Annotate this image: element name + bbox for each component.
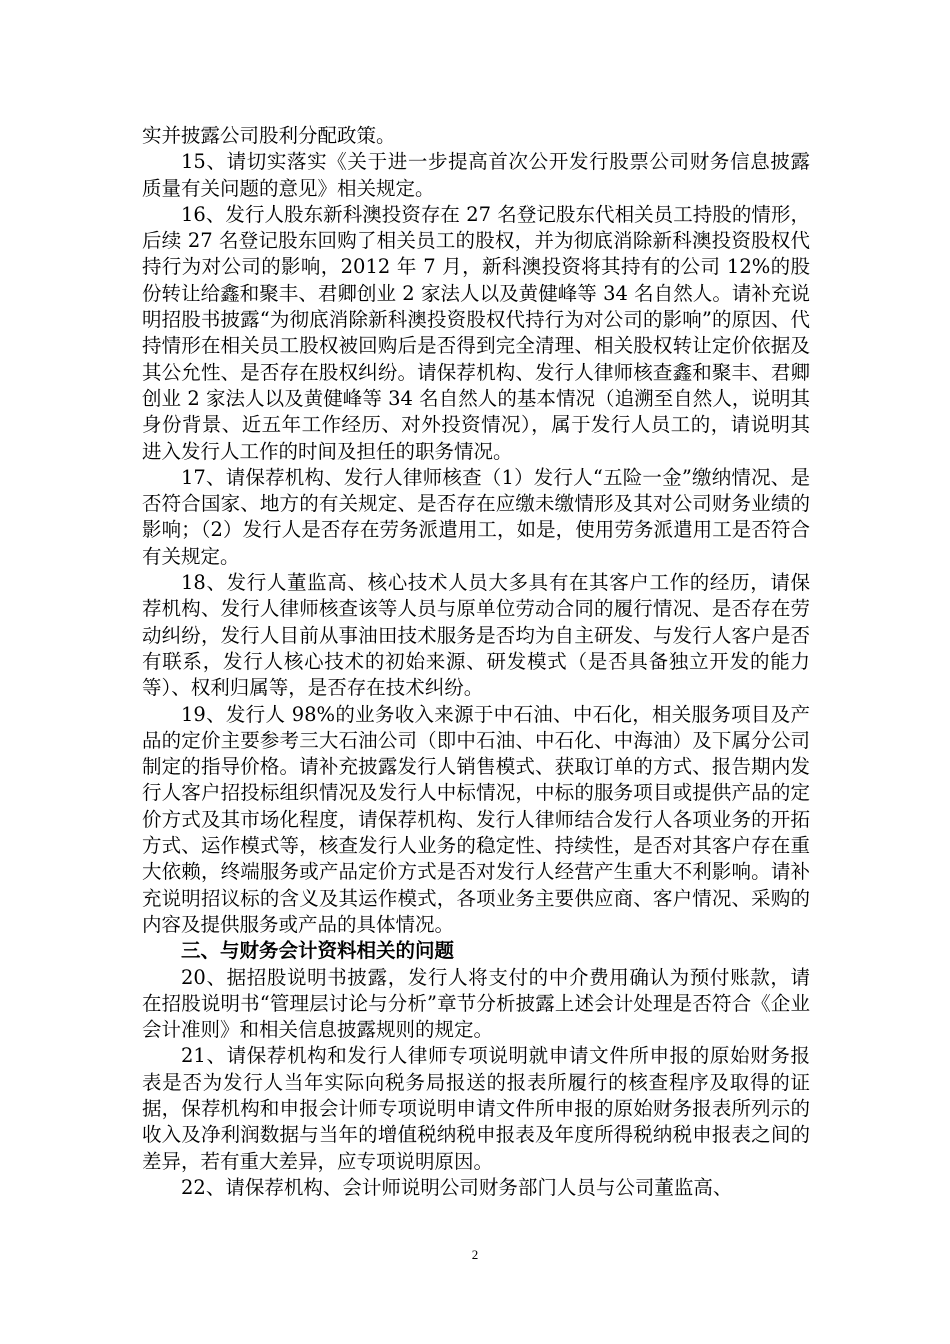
document-body xyxy=(142,123,810,1201)
section-heading-financial: 三、与财务会计资料相关的问题 xyxy=(181,939,455,963)
paragraph-item-21: 21、请保荐机构和发行人律师专项说明就申请文件所申报的原始财务报表是否为发行人当年实际向税务局报送的报表所履行的核查程序及取得的证据，保荐机构和申报会计师专项说明申请文件所申报的原始财务报表所列示的收入及净利润数据与当年的增值税纳税申报表及年度所得税纳税申报表之间的差异，若有重大差异，应专项说明原因。 xyxy=(142,1044,810,1173)
paragraph-item-16: 16、发行人股东新科澳投资存在 27 名登记股东代相关员工持股的情形，后续 27 名登记股东回购了相关员工的股权，并为彻底消除新科澳投资股权代持行为对公司的影响，2012 年 7 月，新科澳投资将其持有的公司 12%的股份转让给鑫和聚丰、君卿创业 2 家法人以及黄健峰等 34 名自然人。请补充说明招股书披露“为彻底消除新科澳投资股权代持行为对公司的影响”的原因、代持情形在相关员工股权被回购后是否得到完全清理、相关股权转让定价依据及其公允性、是否存在股权纠纷。请保荐机构、发行人律师核查鑫和聚丰、君卿创业 2 家法人以及黄健峰等 34 名自然人的基本情况（追溯至自然人，说明其身份背景、近五年工作经历、对外投资情况），属于发行人员工的，请说明其进入发行人工作的时间及担任的职务情况。 xyxy=(142,202,810,463)
paragraph-dividend-policy: 实并披露公司股利分配政策。 xyxy=(142,124,396,147)
paragraph-item-20: 20、据招股说明书披露，发行人将支付的中介费用确认为预付账款，请在招股说明书“管理层讨论与分析”章节分析披露上述会计处理是否符合《企业会计准则》和相关信息披露规则的规定。 xyxy=(142,965,810,1042)
paragraph-item-22: 22、请保荐机构、会计师说明公司财务部门人员与公司董监高、 xyxy=(181,1175,733,1199)
paragraph-item-18: 18、发行人董监高、核心技术人员大多具有在其客户工作的经历，请保荐机构、发行人律师核查该等人员与原单位劳动合同的履行情况、是否存在劳动纠纷，发行人目前从事油田技术服务是否均为自主研发、与发行人客户是否有联系，发行人核心技术的初始来源、研发模式（是否具备独立开发的能力等）、权利归属等，是否存在技术纠纷。 xyxy=(142,571,810,700)
paragraph-item-19: 19、发行人 98%的业务收入来源于中石油、中石化，相关服务项目及产品的定价主要参考三大石油公司（即中石油、中石化、中海油）及下属分公司制定的指导价格。请补充披露发行人销售模式、获取订单的方式、报告期内发行人客户招投标组织情况及发行人中标情况，中标的服务项目或提供产品的定价方式及其市场化程度，请保荐机构、发行人律师结合发行人各项业务的开拓方式、运作模式等，核查发行人业务的稳定性、持续性，是否对其客户存在重大依赖，终端服务或产品定价方式是否对发行人经营产生重大不利影响。请补充说明招议标的含义及其运作模式，各项业务主要供应商、客户情况、采购的内容及提供服务或产品的具体情况。 xyxy=(142,702,810,936)
page-number: 2 xyxy=(471,1247,479,1262)
paragraph-item-15: 15、请切实落实《关于进一步提高首次公开发行股票公司财务信息披露质量有关问题的意见》相关规定。 xyxy=(142,150,810,200)
paragraph-item-17: 17、请保荐机构、发行人律师核查（1）发行人“五险一金”缴纳情况、是否符合国家、地方的有关规定、是否存在应缴未缴情形及其对公司财务业绩的影响；（2）发行人是否存在劳务派遣用工，如是，使用劳务派遣用工是否符合有关规定。 xyxy=(142,465,810,568)
